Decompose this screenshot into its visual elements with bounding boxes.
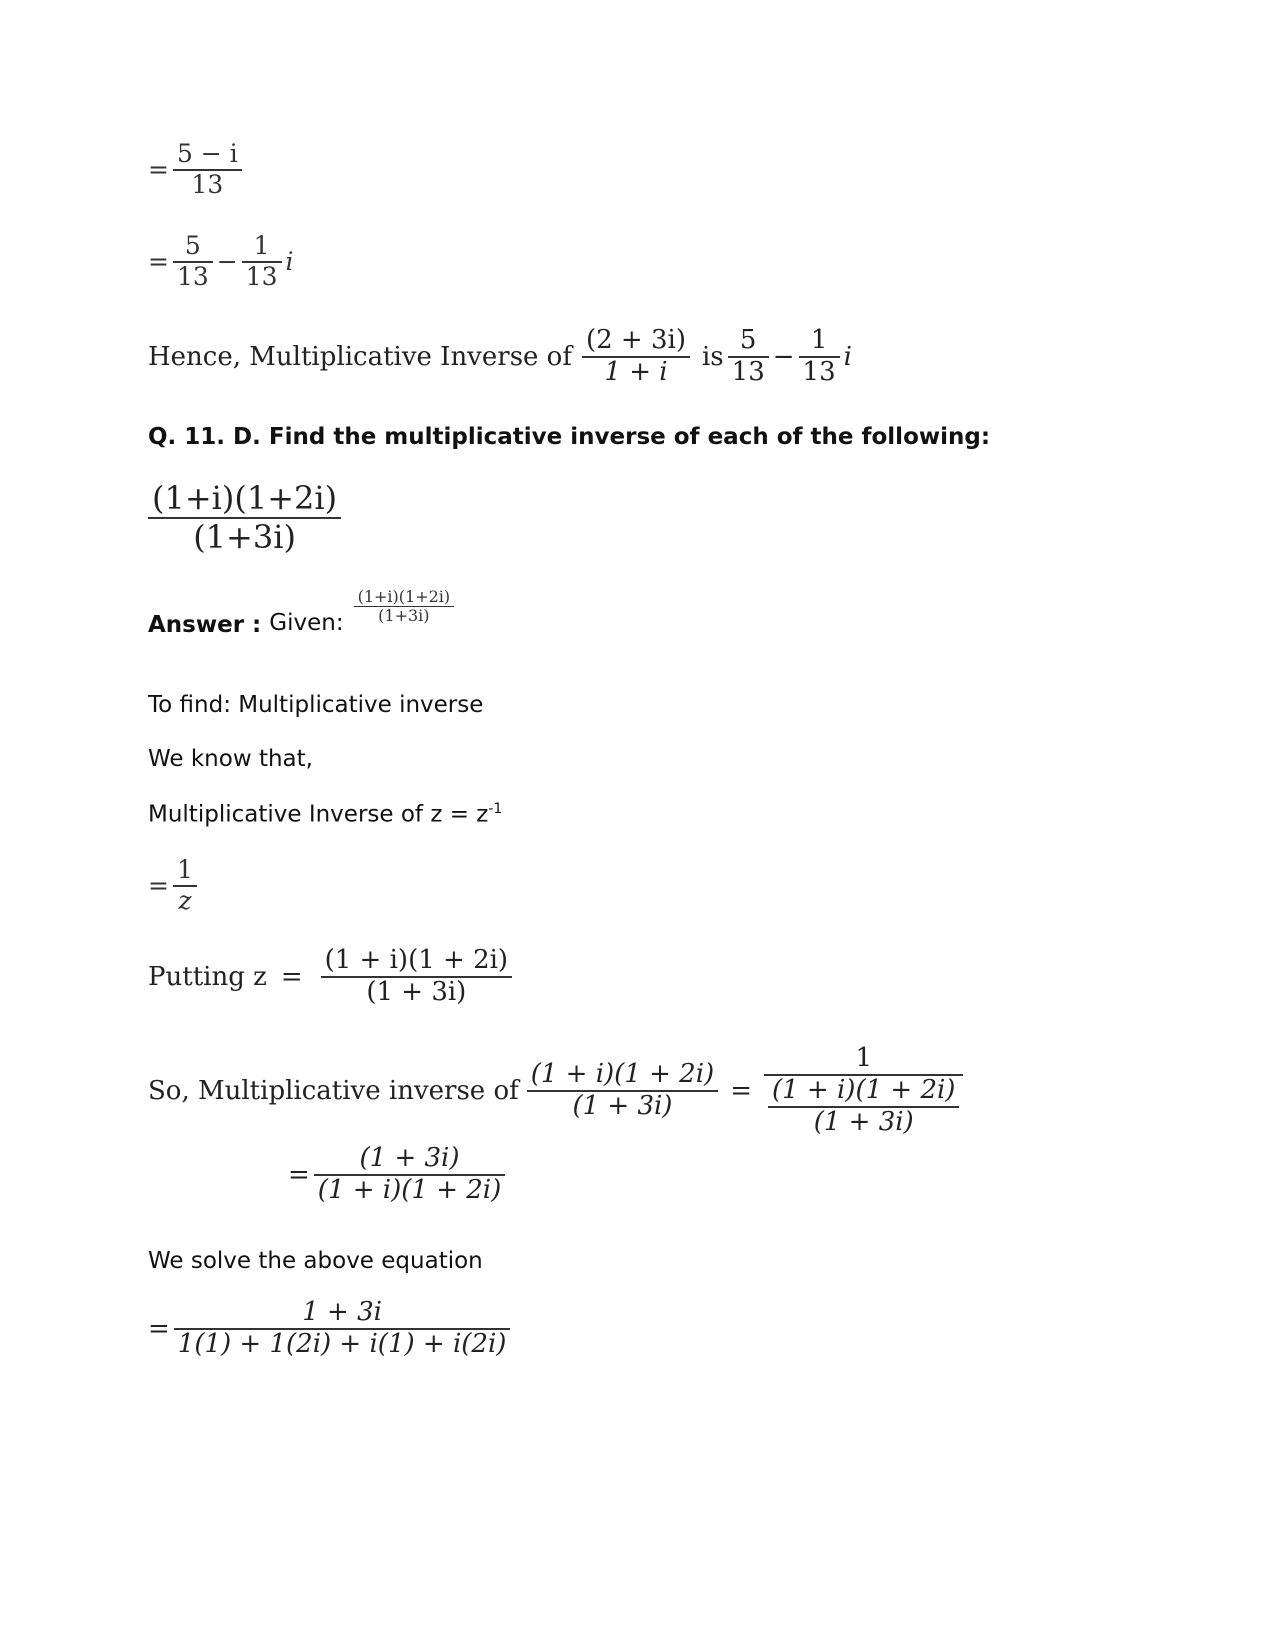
mi-definition: Multiplicative Inverse of $z = z^{-1}$ xyxy=(148,801,503,828)
to-find-text: To find: Multiplicative inverse xyxy=(148,692,484,718)
numerator: 5 − i xyxy=(176,139,238,168)
fraction: $\frac{(1 + i)(1 + 2i)}{(1 + 3i)}$ xyxy=(527,1060,718,1122)
compound-fraction: $\frac{1}{\frac{(1 + i)(1 + 2i)}{(1 + 3i)}}$ xyxy=(764,1044,963,1138)
fraction xyxy=(173,140,242,200)
putting-z: Putting z = $\frac{(1 + i)(1 + 2i)}{(1 + 3i)}$ xyxy=(148,946,516,1008)
we-solve-text: We solve the above equation xyxy=(148,1248,483,1274)
equals-sign: = xyxy=(148,155,169,185)
fraction: $\frac{5}{13}$ xyxy=(173,232,213,292)
step-split-fraction: = $\frac{5}{13}$ − $\frac{1}{13}$ i xyxy=(148,231,294,291)
question-expression xyxy=(148,480,345,556)
fraction: $\frac{1}{z}$ xyxy=(173,856,197,916)
answer-label: Answer : xyxy=(148,611,262,638)
fraction: $\frac{(1 + 3i)}{(1 + i)(1 + 2i)}$ xyxy=(314,1144,505,1206)
one-over-z: = $\frac{1}{z}$ xyxy=(148,856,201,916)
equals-sign: = xyxy=(148,247,169,277)
denominator: 13 xyxy=(191,169,224,199)
answer-line xyxy=(148,587,458,638)
fraction: $\frac{(1 + i)(1 + 2i)}{(1 + 3i)}$ xyxy=(321,946,512,1008)
hence-statement: Hence, Multiplicative Inverse of $\frac{(2 + 3i)}{1 + i}$ is $\frac{5}{13}$ − $\frac{1}{13}$ i xyxy=(148,325,852,387)
fraction: $\frac{(1+i)(1+2i)}{(1+3i)}$ xyxy=(148,480,341,556)
fraction: $\frac{1 + 3i}{1(1) + 1(2i) + i(1) + i(2i)}$ xyxy=(174,1298,511,1360)
minus-sign: − xyxy=(216,247,238,277)
rewritten-fraction: = $\frac{(1 + 3i)}{(1 + i)(1 + 2i)}$ xyxy=(288,1144,509,1206)
hence-text: Hence, Multiplicative Inverse of xyxy=(148,341,572,372)
fraction: $\frac{1}{13}$ xyxy=(799,326,840,388)
expansion-fraction: = $\frac{1 + 3i}{1(1) + 1(2i) + i(1) + i(2i)}$ xyxy=(148,1298,514,1360)
fraction: $\frac{1}{13}$ xyxy=(242,232,282,292)
question-heading: Q. 11. D. Find the multiplicative inverse of each of the following: xyxy=(148,424,991,450)
step-fraction-5-minus-i xyxy=(148,140,246,200)
given-fraction: $\frac{(1+i)(1+2i)}{(1+3i)}$ xyxy=(354,588,455,626)
we-know-text: We know that, xyxy=(148,746,313,772)
fraction: $\frac{(2 + 3i)}{1 + i}$ xyxy=(582,326,690,388)
so-statement: So, Multiplicative inverse of $\frac{(1 + i)(1 + 2i)}{(1 + 3i)}$ = $\frac{1}{\frac{(1 + i)(1 + 2i)}{(1 + 3i)}}$ xyxy=(148,1044,967,1138)
fraction: $\frac{5}{13}$ xyxy=(728,326,769,388)
given-label: Given: xyxy=(269,609,344,636)
